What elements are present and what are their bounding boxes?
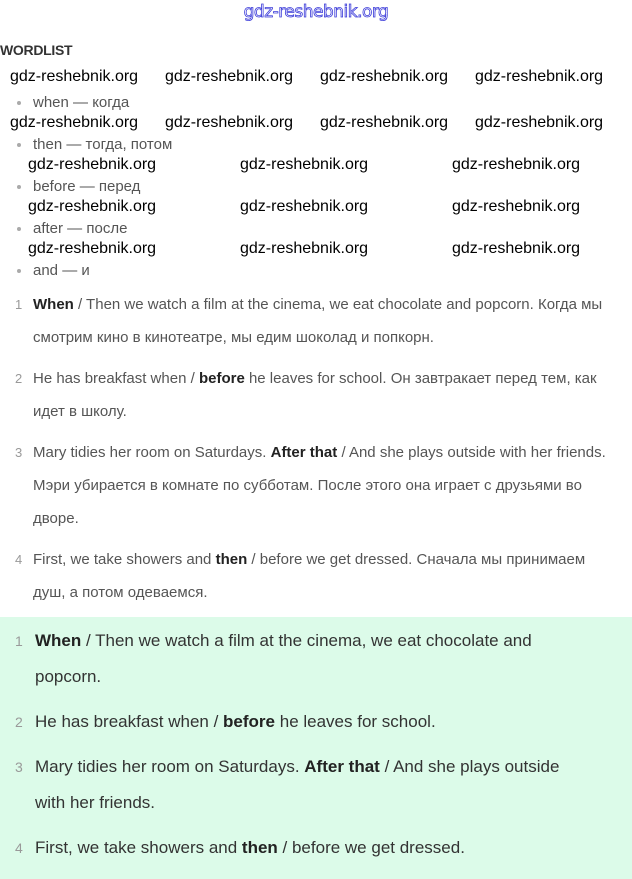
- answer-word: before: [223, 712, 276, 731]
- item-text: [33, 543, 620, 609]
- answer-word: After that: [304, 757, 380, 776]
- item-number: 4: [15, 552, 23, 567]
- wordlist-text: and — и: [33, 262, 90, 279]
- watermark: gdz-reshebnik.org: [165, 114, 294, 131]
- answer-word: When: [33, 296, 74, 313]
- answer-word: After that: [270, 444, 338, 461]
- answer-item: [0, 704, 632, 740]
- item-text: [35, 749, 592, 821]
- text-segment: He has breakfast when /: [35, 712, 224, 731]
- wordlist-text: after — после: [33, 220, 128, 237]
- text-segment: he leaves for school. Он завтракает перед тем, как идет в школу.: [33, 370, 597, 420]
- text-segment: he leaves for school.: [275, 712, 436, 731]
- item-number: 3: [15, 759, 23, 775]
- watermark: gdz-reshebnik.org: [320, 68, 449, 85]
- text-segment: / And she plays outside with her friends.: [35, 757, 560, 812]
- bullet-icon: [17, 101, 21, 105]
- text-segment: / Then we watch a film at the cinema, we eat chocolate and popcorn. Когда мы смотрим кино в кинотеатре, мы едим шоколад и попкорн.: [33, 296, 603, 346]
- text-segment: Mary tidies her room on Saturdays.: [33, 444, 271, 461]
- item-number: 2: [15, 371, 23, 386]
- item-number: 4: [15, 840, 23, 856]
- exercise-item: [0, 543, 632, 609]
- item-text: [35, 623, 592, 695]
- answer-word: before: [198, 370, 245, 387]
- wordlist-text: then — тогда, потом: [33, 136, 173, 153]
- wordlist-text: when — когда: [33, 94, 130, 111]
- watermark: gdz-reshebnik.org: [28, 198, 157, 215]
- answer-word: then: [215, 551, 248, 568]
- answer-word: then: [241, 838, 278, 857]
- page-title: WORDLIST: [0, 42, 73, 58]
- bullet-icon: [17, 143, 21, 147]
- text-segment: First, we take showers and: [33, 551, 216, 568]
- item-number: 1: [15, 633, 23, 649]
- item-text: [35, 830, 592, 866]
- watermark: gdz-reshebnik.org: [452, 156, 581, 173]
- text-segment: Mary tidies her room on Saturdays.: [35, 757, 305, 776]
- answer-item: [0, 623, 632, 695]
- answer-box: [0, 617, 632, 879]
- item-number: 2: [15, 714, 23, 730]
- watermark: gdz-reshebnik.org: [452, 198, 581, 215]
- exercise-item: [0, 362, 632, 428]
- bullet-icon: [17, 185, 21, 189]
- item-text: [33, 288, 620, 354]
- watermark: gdz-reshebnik.org: [28, 240, 157, 257]
- answer-item: [0, 830, 632, 866]
- exercise-item: [0, 436, 632, 535]
- bullet-icon: [17, 227, 21, 231]
- item-number: 1: [15, 297, 23, 312]
- watermark: gdz-reshebnik.org: [475, 68, 604, 85]
- watermark: gdz-reshebnik.org: [452, 240, 581, 257]
- answer-item: [0, 749, 632, 821]
- text-segment: First, we take showers and: [35, 838, 242, 857]
- text-segment: He has breakfast when /: [33, 370, 199, 387]
- text-segment: / before we get dressed. Сначала мы принимаем душ, а потом одеваемся.: [33, 551, 586, 601]
- wordlist-text: before — перед: [33, 178, 141, 195]
- answer-word: When: [35, 631, 82, 650]
- item-text: [33, 436, 620, 535]
- exercise-item: [0, 288, 632, 354]
- bullet-icon: [17, 269, 21, 273]
- watermark: gdz-reshebnik.org: [240, 240, 369, 257]
- exercise-content: [0, 288, 632, 879]
- watermark: gdz-reshebnik.org: [165, 68, 294, 85]
- item-text: [35, 704, 592, 740]
- watermark: gdz-reshebnik.org: [28, 156, 157, 173]
- watermark: gdz-reshebnik.org: [10, 114, 139, 131]
- text-segment: / before we get dressed.: [277, 838, 465, 857]
- item-number: 3: [15, 445, 23, 460]
- watermark: gdz-reshebnik.org: [240, 198, 369, 215]
- watermark: gdz-reshebnik.org: [240, 156, 369, 173]
- text-segment: / And she plays outside with her friends. Мэри убирается в комнате по субботам. После этого она играет с друзьями во дворе.: [33, 444, 606, 527]
- watermark: gdz-reshebnik.org: [10, 68, 139, 85]
- text-segment: / Then we watch a film at the cinema, we eat chocolate and popcorn.: [35, 631, 532, 686]
- site-watermark: gdz-reshebnik.org: [243, 2, 389, 22]
- watermark: gdz-reshebnik.org: [475, 114, 604, 131]
- item-text: [33, 362, 620, 428]
- watermark: gdz-reshebnik.org: [320, 114, 449, 131]
